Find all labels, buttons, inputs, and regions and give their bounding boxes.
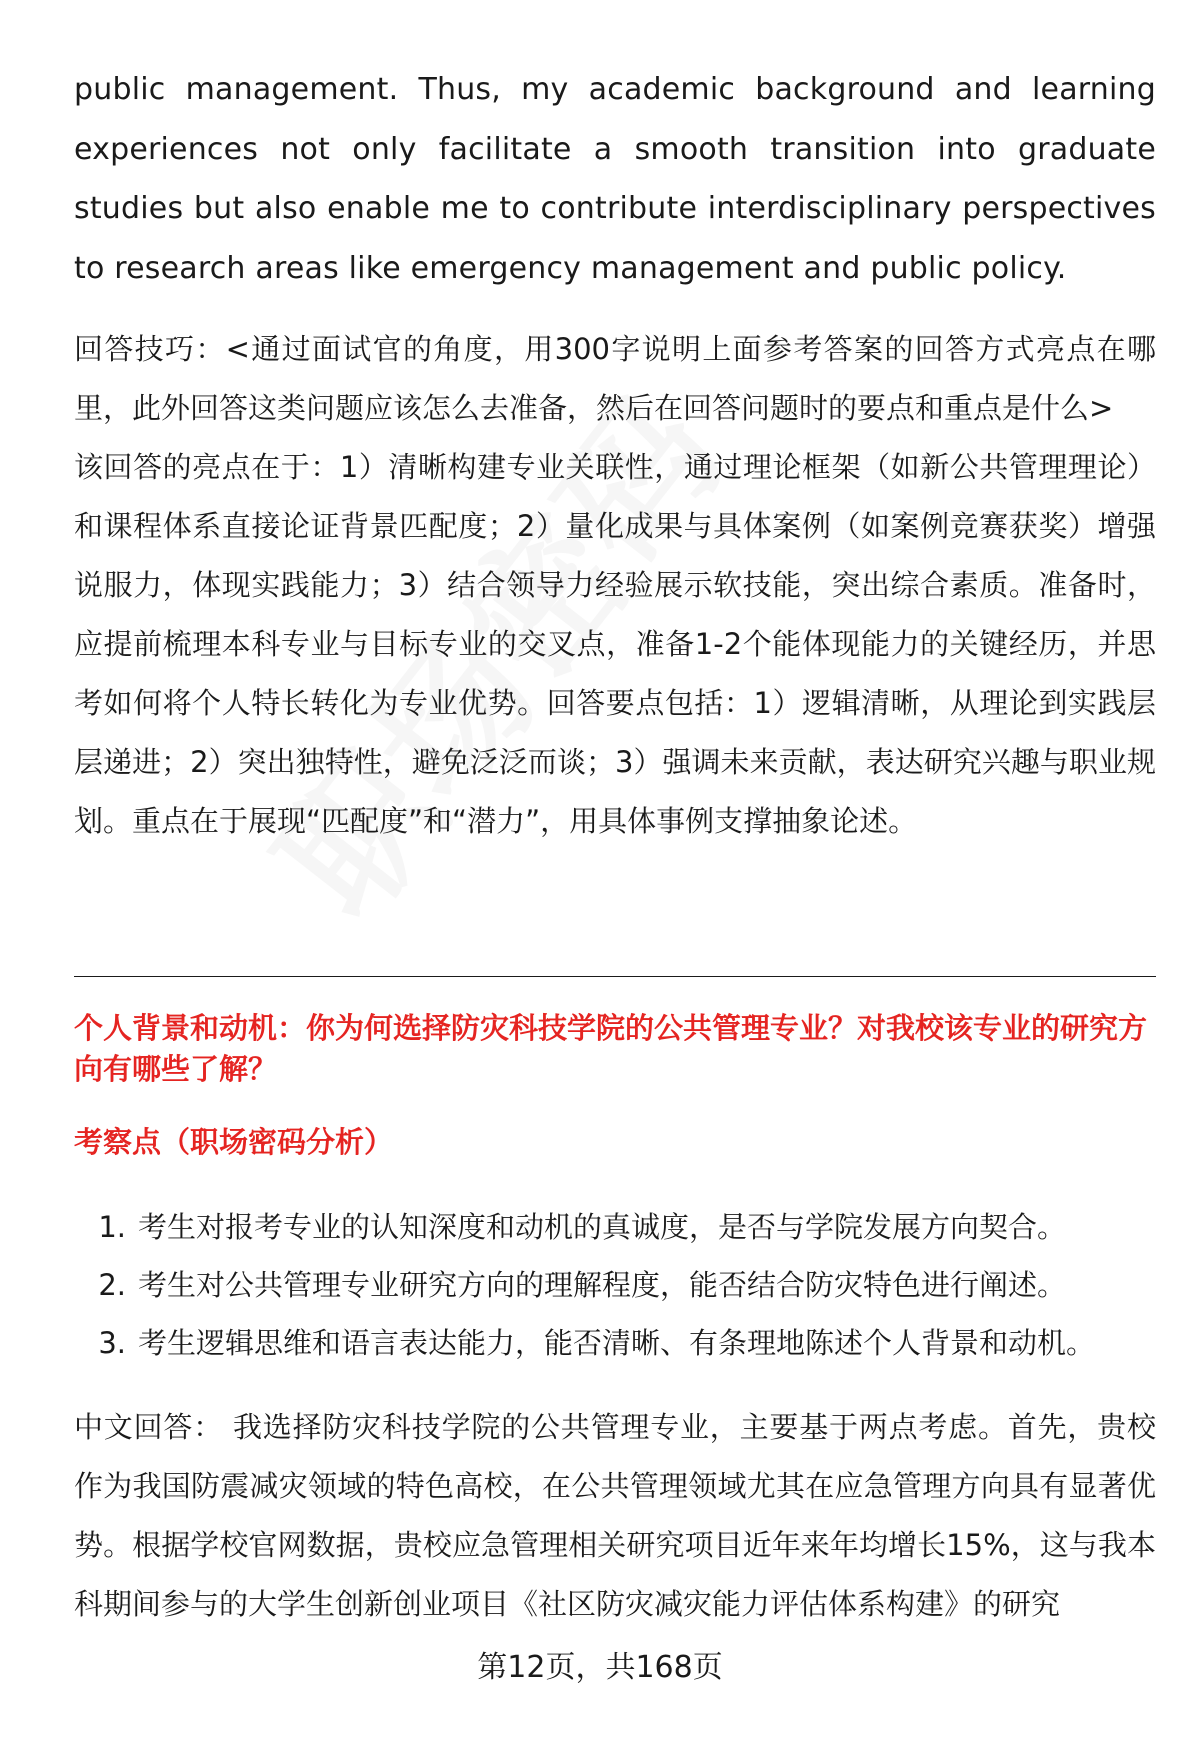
tips-prompt: 回答技巧：<通过面试官的角度，用300字说明上面参考答案的回答方式亮点在哪里，此外回答这类问题应该怎么去准备，然后在回答问题时的要点和重点是什么> (74, 332, 1156, 425)
list-item (74, 1198, 1156, 1256)
list-item (74, 1256, 1156, 1314)
list-item-number: 2. (98, 1268, 126, 1302)
list-item-text: 考生对公共管理专业研究方向的理解程度，能否结合防灾特色进行阐述。 (138, 1268, 1067, 1302)
list-item-number: 3. (98, 1326, 126, 1360)
list-item (74, 1314, 1156, 1372)
document-body (74, 60, 1156, 851)
section-title: 个人背景和动机：你为何选择防灾科技学院的公共管理专业？对我校该专业的研究方向有哪些了解？ (74, 1011, 1148, 1086)
list-item-text: 考生对报考专业的认知深度和动机的真诚度，是否与学院发展方向契合。 (138, 1210, 1067, 1244)
answer-block (74, 1398, 1156, 1634)
answer-paragraph: 中文回答： 我选择防灾科技学院的公共管理专业，主要基于两点考虑。首先，贵校作为我国防震减灾领域的特色高校，在公共管理领域尤其在应急管理方向具有显著优势。根据学校官网数据，贵校应急管理相关研究项目近年来年均增长15%，这与我本科期间参与的大学生创新创业项目《社区防灾减灾能力评估体系构建》的研究 (74, 1410, 1156, 1621)
tips-body: 该回答的亮点在于：1）清晰构建专业关联性，通过理论框架（如新公共管理理论）和课程体系直接论证背景匹配度；2）量化成果与具体案例（如案例竞赛获奖）增强说服力，体现实践能力；3）结合领导力经验展示软技能，突出综合素质。准备时，应提前梳理本科专业与目标专业的交叉点，准备1-2个能体现能力的关键经历，并思考如何将个人特长转化为专业优势。回答要点包括：1）逻辑清晰，从理论到实践层层递进；2）突出独特性，避免泛泛而谈；3）强调未来贡献，表达研究兴趣与职业规划。重点在于展现“匹配度”和“潜力”，用具体事例支撑抽象论述。 (74, 450, 1156, 838)
list-item-text: 考生逻辑思维和语言表达能力，能否清晰、有条理地陈述个人背景和动机。 (138, 1326, 1096, 1360)
intro-paragraph: public management. Thus, my academic background and learning experiences not only facilitate a smooth transition into graduate studies but also enable me to contribute interdisciplinary perspectives to research areas like emergency management and public policy. (74, 72, 1156, 286)
section-divider (74, 976, 1156, 977)
page-number: 第12页，共168页 (477, 1650, 723, 1685)
page-footer (0, 1648, 1200, 1688)
focus-list (74, 1198, 1156, 1372)
list-item-number: 1. (98, 1210, 126, 1244)
focus-heading: 考察点（职场密码分析） (74, 1125, 394, 1159)
